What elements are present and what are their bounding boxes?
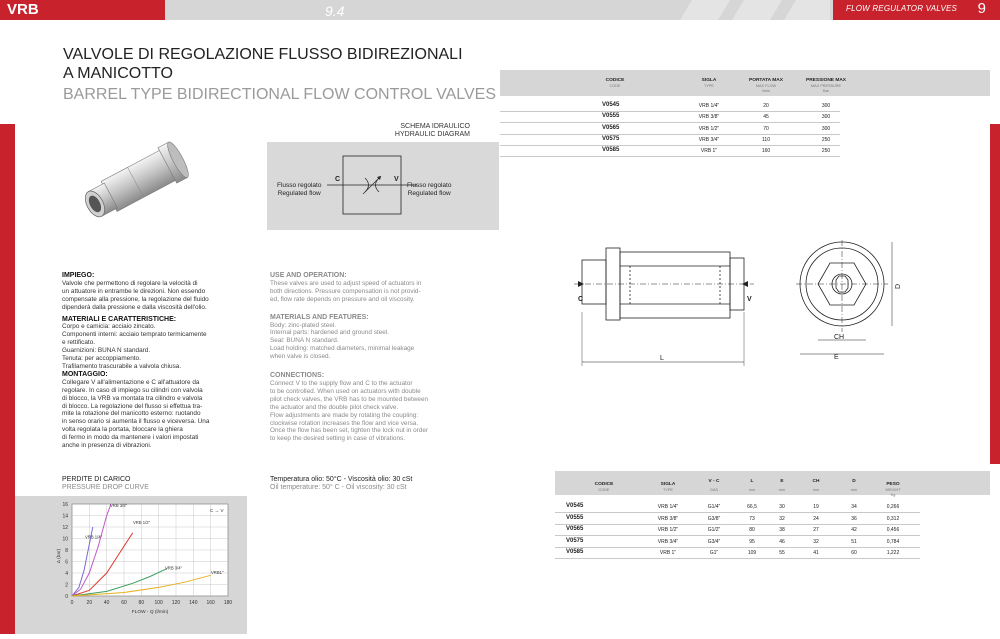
table2-cell: 55 <box>779 550 785 557</box>
text-line: ed, flow rate depends on pressure and oil viscosity. <box>270 295 415 303</box>
table2-cell: 41 <box>813 550 819 557</box>
x-tick-label: 140 <box>189 600 198 606</box>
x-tick-label: 120 <box>171 600 181 606</box>
table1-cell: 70 <box>763 125 769 132</box>
table1-row-line <box>500 156 840 157</box>
drawing-dim-ch: CH <box>834 334 845 341</box>
text-line: e rettificato. <box>62 339 96 347</box>
header-en: WEIGHT <box>885 487 901 492</box>
text-line: anche in presenza di vibrazioni. <box>62 442 152 450</box>
y-tick-label: 14 <box>62 513 68 520</box>
text-line: un attuatore in entrambe le direzioni. Non essendo <box>62 287 206 295</box>
text-line: when valve is closed. <box>270 353 331 361</box>
text-line: both directions. Pressure compensation is not provid- <box>270 287 421 295</box>
table2-cell: VRB 1" <box>659 550 677 557</box>
oil-conditions <box>270 476 412 492</box>
table2-cell: 19 <box>813 504 819 510</box>
materiali-text <box>62 323 262 370</box>
header-it: CODICE <box>605 78 625 83</box>
table2-header-cell <box>648 481 688 493</box>
title-line-2: A MANICOTTO <box>63 65 173 82</box>
table2-cell: V0575 <box>566 537 584 544</box>
schema-port-v: V <box>394 176 399 183</box>
table2-cell: V0545 <box>566 503 584 509</box>
left-side-bar <box>0 124 15 634</box>
table2-row-line <box>555 524 920 525</box>
table1-row-line <box>500 145 840 146</box>
table1-row-line <box>500 111 840 112</box>
table1-cell: VRB 3/4" <box>698 136 720 143</box>
text-line: pilot check valves, the VRB has to be mounted between <box>270 395 429 403</box>
x-axis-label: FLOW - Q (l/min) <box>131 610 169 615</box>
text-line: regolare. In caso di impiego su cilindri con valvola <box>62 386 203 394</box>
text-line: Valvole che permettono di regolare la velocità di <box>62 279 198 287</box>
y-tick-label: 10 <box>62 536 68 543</box>
header-product-code: VRB <box>7 1 39 18</box>
header-middle-band <box>165 0 833 20</box>
text-line: Internal parts: hardened and ground steel. <box>270 329 390 337</box>
series-label: VRB 3/4" <box>165 565 183 571</box>
hydraulic-diagram-title <box>270 123 470 139</box>
pressure-drop-chart-box <box>15 496 247 634</box>
text-line: Seal: BUNA N standard. <box>270 337 339 345</box>
table2-cell: 38 <box>779 527 785 534</box>
x-tick-label: 80 <box>138 600 145 606</box>
technical-drawing <box>570 240 905 370</box>
table2-cell: G1/2" <box>707 527 721 534</box>
table1-cell: 300 <box>821 103 831 109</box>
text-line: Collegare V all'alimentazione e C all'attuatore da <box>62 378 200 386</box>
pressure-drop-title <box>62 476 149 492</box>
schema-title-it: SCHEMA IDRAULICO <box>400 123 470 130</box>
schema-left-it: Flusso regolato <box>277 182 322 189</box>
table2-cell: 60 <box>851 550 857 557</box>
table2-cell: VRB 1/4" <box>657 504 679 510</box>
schema-port-c: C <box>335 176 341 183</box>
table1-row-line <box>500 134 840 135</box>
header-en: TYPE <box>663 487 673 492</box>
table2-cell: 1,222 <box>886 550 900 557</box>
table2-cell: 51 <box>851 538 857 545</box>
oil-it: Temperatura olio: 50°C - Viscosità olio: 30 cSt <box>270 476 413 483</box>
drawing-dim-e: E <box>834 354 839 361</box>
y-tick-label: 12 <box>62 525 68 531</box>
y-tick-label: 6 <box>65 559 68 566</box>
x-tick-label: 100 <box>154 600 163 606</box>
table1-row-line <box>500 122 840 123</box>
header-en: MAX FLOW <box>755 83 777 88</box>
x-tick-label: 0 <box>70 600 74 606</box>
drawing-port-v: V <box>747 296 752 303</box>
schema-left-label <box>277 182 321 198</box>
table1-cell: V0575 <box>602 135 620 142</box>
text-line: volta regolata la portata, bloccare la ghiera <box>62 426 183 434</box>
table2-cell: 30 <box>779 504 785 510</box>
header-it: SIGLA <box>701 78 717 83</box>
header-unit: mm <box>748 487 756 492</box>
table2-row-line <box>555 512 920 513</box>
drawing-dim-l: L <box>660 355 664 362</box>
text-line: Guarnizioni: BUNA N standard. <box>62 347 151 355</box>
impiego-title: IMPIEGO: <box>62 272 95 279</box>
table1-cell: 20 <box>763 103 769 109</box>
header-it: SIGLA <box>660 482 676 487</box>
header-unit: mm <box>778 487 786 492</box>
table2-cell: 0,266 <box>886 504 900 510</box>
table2-cell: 34 <box>851 504 857 510</box>
table2-cell: 95 <box>749 538 755 545</box>
table2-cell: 24 <box>813 515 819 522</box>
text-line: di fermo in modo da mantenere i valori impostati <box>62 434 199 442</box>
table2-header-cell <box>834 478 874 493</box>
table2-header-cell <box>796 478 836 493</box>
table2-row-line <box>555 558 920 559</box>
table2-cell: 0,784 <box>886 538 900 545</box>
header-en: TYPE <box>704 83 714 88</box>
table2-cell: G1/4" <box>707 504 721 510</box>
table1-cell: 250 <box>821 148 831 155</box>
table2-cell: 0,456 <box>886 527 900 534</box>
text-line: to be controlled. When used on actuators with double <box>270 387 421 395</box>
drawing-dim-d: D <box>895 283 903 290</box>
header-section-number: 9.4 <box>325 3 345 19</box>
header-decoration <box>670 0 830 20</box>
header-page-number: 9 <box>977 0 986 17</box>
drawing-port-c: C <box>578 296 584 303</box>
header-category-band <box>833 0 1000 20</box>
table2-header-cell <box>873 481 913 499</box>
materials-title: MATERIALS AND FEATURES: <box>270 313 369 321</box>
x-tick-label: 60 <box>121 600 127 606</box>
table1-header-cell <box>796 77 856 95</box>
y-tick-label: 8 <box>65 548 68 554</box>
series-label: VRB 1/2" <box>133 520 151 526</box>
page-title-english: BARREL TYPE BIDIRECTIONAL FLOW CONTROL VALVES <box>63 86 496 103</box>
table2-cell: VRB 3/8" <box>657 515 679 522</box>
x-tick-label: 160 <box>206 600 215 606</box>
table2-header-cell <box>694 478 734 493</box>
header-unit: l/min <box>761 89 771 93</box>
header-it: CODICE <box>594 482 614 487</box>
header-unit: mm <box>850 487 858 492</box>
text-line: di blocco, la VRB va montata tra cilindro e valvola <box>62 394 203 402</box>
header-unit: Bar <box>823 89 829 93</box>
use-text <box>270 280 470 304</box>
table2-row-line <box>555 547 920 548</box>
header-it: V - C <box>708 479 720 484</box>
text-line: Tenuta: per accoppiamento. <box>62 355 141 363</box>
header-it: CH <box>812 479 820 484</box>
header-it: L <box>750 479 754 484</box>
text-line: compensate alla pressione, la regolazione del fluido <box>62 295 209 303</box>
series-label: VRB1" <box>211 570 224 576</box>
y-tick-label: 4 <box>65 571 68 577</box>
schema-right-en: Regulated flow <box>407 190 451 197</box>
schema-title-en: HYDRAULIC DIAGRAM <box>394 131 470 138</box>
series-label: VRB 1/4" <box>85 534 103 540</box>
header-code-band <box>0 0 165 20</box>
x-tick-label: 180 <box>223 600 233 606</box>
table2-cell: 27 <box>813 527 819 534</box>
table2-cell: V0585 <box>566 549 584 556</box>
table1-cell: VRB 1/2" <box>698 125 720 132</box>
table1-header-cell <box>736 77 796 95</box>
table1-cell: 300 <box>821 125 831 132</box>
schema-right-label <box>407 182 451 198</box>
header-en: CODE <box>609 83 621 88</box>
english-description <box>270 272 470 443</box>
table2-cell: 36 <box>851 515 857 522</box>
series-label: VRB 3/8" <box>110 502 128 508</box>
table1-cell: 250 <box>821 136 831 143</box>
text-line: Corpo e camicia: acciaio zincato. <box>62 323 156 331</box>
table2-cell: 46 <box>779 538 785 545</box>
italian-description <box>62 272 262 450</box>
table1-cell: 300 <box>821 114 831 121</box>
y-tick-label: 2 <box>65 582 68 589</box>
impiego-text <box>62 280 262 312</box>
table1-cell: V0545 <box>602 102 620 108</box>
x-tick-label: 40 <box>103 600 110 606</box>
header-en: MAX PRESSURE <box>810 83 842 88</box>
header-unit: Kg <box>890 493 896 497</box>
table2-header-cell <box>584 481 624 493</box>
materials-text <box>270 322 470 362</box>
table1-cell: 160 <box>761 148 771 155</box>
header-category: FLOW REGULATOR VALVES <box>846 4 958 13</box>
text-line: Load holding: matched diameters, minimal leakage <box>270 345 415 353</box>
text-line: These valves are used to adjust speed of actuators in <box>270 279 422 287</box>
schema-left-en: Regulated flow <box>277 190 321 197</box>
header-unit: mm <box>812 487 820 492</box>
table1-cell: VRB 3/8" <box>698 114 720 121</box>
y-axis-label: Δ (bar) <box>57 548 62 564</box>
page-title-italian <box>63 45 483 83</box>
table1-cell: 110 <box>762 136 770 143</box>
text-line: Once the flow has been set, tighten the lock nut in order <box>270 427 429 435</box>
header-en: CODE <box>598 487 610 492</box>
curve-title-it: PERDITE DI CARICO <box>62 476 131 483</box>
valve-photo <box>75 135 205 225</box>
text-line: mite la rotazione del manicotto esterno: ruotando <box>62 410 201 418</box>
header-it: PORTATA MAX <box>749 78 783 83</box>
montaggio-title: MONTAGGIO: <box>62 370 108 378</box>
text-line: Flow adjustments are made by rotating the coupling: <box>270 411 419 419</box>
table2-cell: 32 <box>813 538 819 545</box>
hydraulic-diagram-box <box>267 142 499 230</box>
header-unit: GAS <box>709 487 719 492</box>
table1-cell: V0555 <box>602 113 620 120</box>
header-it: PRESSIONE MAX <box>806 78 846 83</box>
text-line: Connect V to the supply flow and C to the actuator <box>270 379 413 387</box>
text-line: Body: zinc-plated steel. <box>270 321 337 329</box>
oil-en: Oil temperature: 50° C - Oil viscosity: 30 cSt <box>270 484 407 491</box>
text-line: clockwise rotation increases the flow and vice versa. <box>270 419 419 427</box>
text-line: the actuator and the double pilot check valve. <box>270 403 399 411</box>
schema-right-it: Flusso regolato <box>407 182 452 189</box>
right-side-bar <box>990 124 1000 464</box>
table2-cell: V0555 <box>566 514 584 521</box>
table2-cell: 32 <box>779 515 785 522</box>
table2-cell: 0,312 <box>886 515 900 522</box>
chart-legend-direction: C → V <box>210 508 224 513</box>
table1-cell: V0565 <box>602 124 620 131</box>
text-line: Trafilamento trascurabile a valvola chiusa. <box>62 362 182 370</box>
table1-cell: VRB 1/4" <box>698 103 720 109</box>
use-title: USE AND OPERATION: <box>270 272 347 279</box>
header-it: E <box>780 479 784 484</box>
table2-cell: VRB 3/4" <box>657 538 679 545</box>
text-line: Componenti interni: acciaio temprato termicamente <box>62 331 207 339</box>
table1-cell: VRB 1" <box>700 148 718 155</box>
table1-header-cell <box>585 77 645 89</box>
table2-cell: 109 <box>747 550 757 557</box>
table2-cell: G3/8" <box>707 515 721 522</box>
table1-header-cell <box>679 77 739 89</box>
table1-cell: V0585 <box>602 147 620 154</box>
y-tick-label: 0 <box>65 594 68 600</box>
text-line: di blocco. La regolazione del flusso si effettua tra- <box>62 402 203 410</box>
table1-cell: 45 <box>763 114 769 121</box>
text-line: in senso orario si aumenta il flusso e viceversa. Una <box>62 418 210 426</box>
table2-cell: 80 <box>749 527 755 534</box>
materiali-title: MATERIALI E CARATTERISTICHE: <box>62 315 177 323</box>
title-line-1: VALVOLE DI REGOLAZIONE FLUSSO BIDIREZIONALI <box>63 46 463 63</box>
montaggio-text <box>62 379 262 450</box>
table2-cell: G3/4" <box>707 538 721 545</box>
table2-cell: G1" <box>709 550 719 557</box>
text-line: to keep the desired setting in case of vibrations. <box>270 435 405 443</box>
table2-cell: 66,5 <box>747 504 757 510</box>
connections-text <box>270 380 470 443</box>
curve-title-en: PRESSURE DROP CURVE <box>62 484 149 491</box>
table2-cell: 42 <box>851 527 857 534</box>
y-tick-label: 16 <box>62 502 68 508</box>
table2-cell: V0565 <box>566 526 584 533</box>
table2-cell: 73 <box>749 515 755 522</box>
table2-cell: VRB 1/2" <box>657 527 679 534</box>
text-line: dipenderà dalla pressione e dalla viscosità dell'olio. <box>62 303 207 311</box>
connections-title: CONNECTIONS: <box>270 372 325 380</box>
table2-row-line <box>555 535 920 536</box>
header-it: PESO <box>886 482 900 487</box>
x-tick-label: 20 <box>86 600 93 606</box>
pressure-drop-chart <box>15 496 247 634</box>
header-it: D <box>852 479 856 484</box>
